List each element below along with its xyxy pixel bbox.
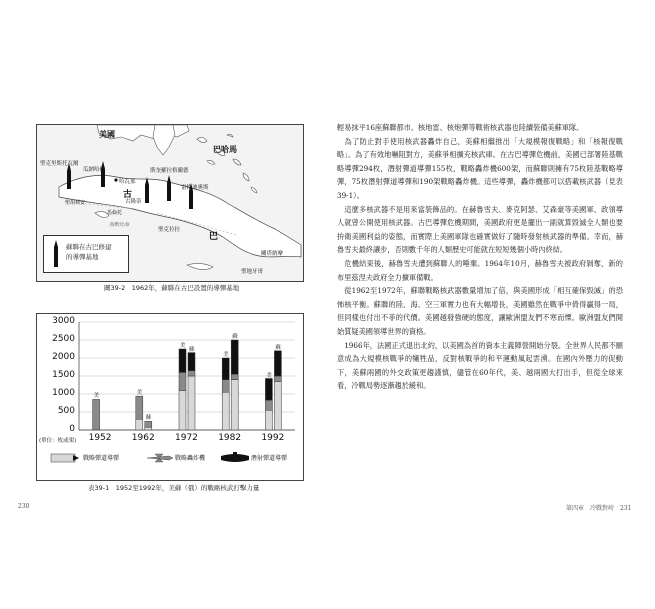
bar-segment xyxy=(274,381,281,430)
bar-segment xyxy=(222,392,229,430)
chart-caption: 表39-1 1952至1992年，美蘇（俄）的戰略核武打擊力量 xyxy=(88,484,260,492)
bar-side-label: 美 xyxy=(180,343,186,349)
label-cienfuegos: 古隆蒂 xyxy=(125,199,142,205)
label-remedios: 斯奎羅拉格蘭德 xyxy=(150,168,189,174)
bar-side-label: 蘇 xyxy=(275,344,281,351)
bar-segment xyxy=(265,410,272,430)
label-sanjulian: 聖胡利安 xyxy=(65,200,86,206)
label-sanctus: 聖克拉拉 xyxy=(158,227,181,233)
label-sancristobal: 聖克里斯托瓦爾 xyxy=(40,161,79,167)
y-tick-label: 500 xyxy=(57,406,75,416)
label-havana: 哈瓦那 xyxy=(119,179,136,185)
legend-line-2: 的導彈基地 xyxy=(66,253,99,261)
havana-marker xyxy=(114,178,117,181)
bar-segment xyxy=(179,349,186,372)
right-page-footer: 第四章 冷戰對峙 231 xyxy=(566,505,632,512)
bar-segment xyxy=(231,380,238,430)
bar-side-label: 蘇 xyxy=(145,415,152,422)
y-unit-label: (單位：枚或架) xyxy=(39,438,77,444)
label-guanajay: 瓜納哈伊 xyxy=(83,167,106,173)
body-text xyxy=(337,121,623,393)
bar-segment xyxy=(231,340,238,374)
paragraph: 從1962至1972年，蘇聯戰略核武器數量增加了倍，與美國形成「相互確保毀滅」的恐怖核平衡。蘇聯的陸、海、空三軍實力也有大幅增長，美國雖然在戰爭中倚得贏得一局，但同樣也付出不菲的代價。美國越發強硬的態度，讓歐洲盟友們不寒而慄。歐洲盟友們開始質疑美國領導世界的資格。 xyxy=(337,286,623,336)
map-legend xyxy=(43,235,129,273)
bar-segment xyxy=(188,353,195,371)
label-sagua: 雷梅迪奧斯 xyxy=(181,185,209,191)
label-cuba-gu: 古 xyxy=(123,190,133,200)
label-guantanamo: 關塔納摩 xyxy=(261,251,284,257)
bar-side-label: 美 xyxy=(136,390,143,397)
bar-segment xyxy=(179,372,186,390)
map-caption: 圖39-2 1962年，蘇聯在古巴設置的導彈基地 xyxy=(104,284,240,292)
bomber-icon xyxy=(147,454,173,462)
bar-segment xyxy=(93,399,100,430)
paragraph: 輕易抹平16座蘇聯都市。核地雷、核炮彈等戰術核武器也陸續裝備美蘇軍隊。 xyxy=(337,123,584,132)
paragraph: 危機結束後，赫魯雪夫遭到蘇聯人的唾棄。1964年10月，赫魯雪夫被政府剝奪，新的布里茲涅夫政府全力擴軍備戰。 xyxy=(337,258,623,282)
paragraph: 1966年，法國正式退出北約，以美國為首的資本主義陣營開始分裂。全世界人民都不願意成為大規模核戰爭的犧牲品，反對核戰爭的和平運動風起雲湧。在國內外壓力的促動下，美蘇兩國的外交政策更趨謹慎，儘管在60年代，美、越兩國大打出手，但從全球來看，冷戰局勢逐漸趨於緩和。 xyxy=(337,340,623,391)
bar-side-label: 美 xyxy=(223,352,229,358)
legend-label-bomber: 戰略轟炸機 xyxy=(175,455,206,462)
bar-segment xyxy=(265,400,272,410)
y-tick-label: 2000 xyxy=(52,352,75,362)
label-santiago: 聖地牙哥 xyxy=(241,269,264,275)
cuba-missile-map xyxy=(36,124,304,282)
bar-segment xyxy=(145,421,152,427)
label-usa: 美國 xyxy=(99,130,115,139)
y-tick-label: 3000 xyxy=(52,316,75,326)
bar-segment xyxy=(179,390,186,430)
x-tick-label: 1992 xyxy=(261,433,285,443)
legend-line-1: 蘇聯在古巴修建 xyxy=(66,243,112,251)
y-tick-label: 2500 xyxy=(52,334,75,344)
bar-segment xyxy=(274,376,281,381)
bar-segment xyxy=(222,380,229,393)
bar-side-label: 蘇 xyxy=(189,346,195,353)
jamaica xyxy=(187,263,213,269)
bar-segment xyxy=(222,358,229,380)
label-cuba-ba: 巴 xyxy=(209,232,219,242)
x-tick-label: 1982 xyxy=(218,433,242,443)
y-tick-label: 1000 xyxy=(52,388,75,398)
submarine-icon xyxy=(221,452,249,462)
label-mariel: 馬倫托 xyxy=(107,210,123,216)
label-sea: 加勒比海 xyxy=(109,222,130,228)
legend-label-slbm: 潛射彈道導彈 xyxy=(251,455,288,462)
missile-icon xyxy=(167,175,171,201)
nuclear-force-chart xyxy=(36,313,304,481)
missile-icon xyxy=(49,239,63,269)
bar-segment xyxy=(265,379,272,401)
y-tick-label: 1500 xyxy=(52,370,75,380)
florida-peninsula xyxy=(153,125,175,155)
bar-segment xyxy=(136,419,143,430)
y-tick-label: 0 xyxy=(69,424,75,434)
paragraph: 這麼多核武器不是用來當裝飾品的。在赫魯雪夫、麥克阿瑟、艾森豪等美國軍、政領導人就曾公開使用核武器。古巴導彈危機期間，美國政府更是擺出一副就算毀滅全人類也要拚衛美國利益的姿態，而實際上美國軍隊也確實做好了隨時發射核武器的準備。幸而，赫魯雪夫最終讓步，否則數千年的人類歷史可能就在短短幾個小時內終結。 xyxy=(337,204,623,255)
legend-swatch-icbm xyxy=(51,454,75,462)
x-tick-label: 1972 xyxy=(175,433,198,443)
bar-side-label: 蘇 xyxy=(232,334,238,340)
label-bahamas: 巴哈馬 xyxy=(213,145,237,154)
bar-segment xyxy=(136,396,143,419)
bar-side-label: 美 xyxy=(266,372,272,379)
bar-segment xyxy=(231,374,238,379)
x-tick-label: 1962 xyxy=(131,433,155,443)
x-tick-label: 1952 xyxy=(88,433,112,443)
bar-segment xyxy=(145,427,152,430)
missile-icon xyxy=(73,455,79,461)
paragraph: 為了防止對手使用核武器轟炸自己，美蘇相繼推出「大規模報復戰略」和「核報復戰略」。為了有效地嚇阻對方，美蘇爭相擴充核武庫。在古巴導彈危機前，美國已部署陸基戰略導彈294枚，潛射彈道導彈155枚，戰略轟炸機600架，而蘇聯則擁有75枚陸基戰略導彈，75枚潛射彈道導彈和190架戰略轟炸機。這些導彈，轟炸機都可以搭載核武器（見表39-1）。 xyxy=(337,136,623,200)
bar-segment xyxy=(188,376,195,430)
bar-side-label: 美 xyxy=(93,393,100,400)
left-page-number: 230 xyxy=(18,503,30,510)
legend-label-icbm: 戰略彈道導彈 xyxy=(83,455,120,462)
bar-segment xyxy=(188,371,195,376)
bar-segment xyxy=(274,351,281,376)
